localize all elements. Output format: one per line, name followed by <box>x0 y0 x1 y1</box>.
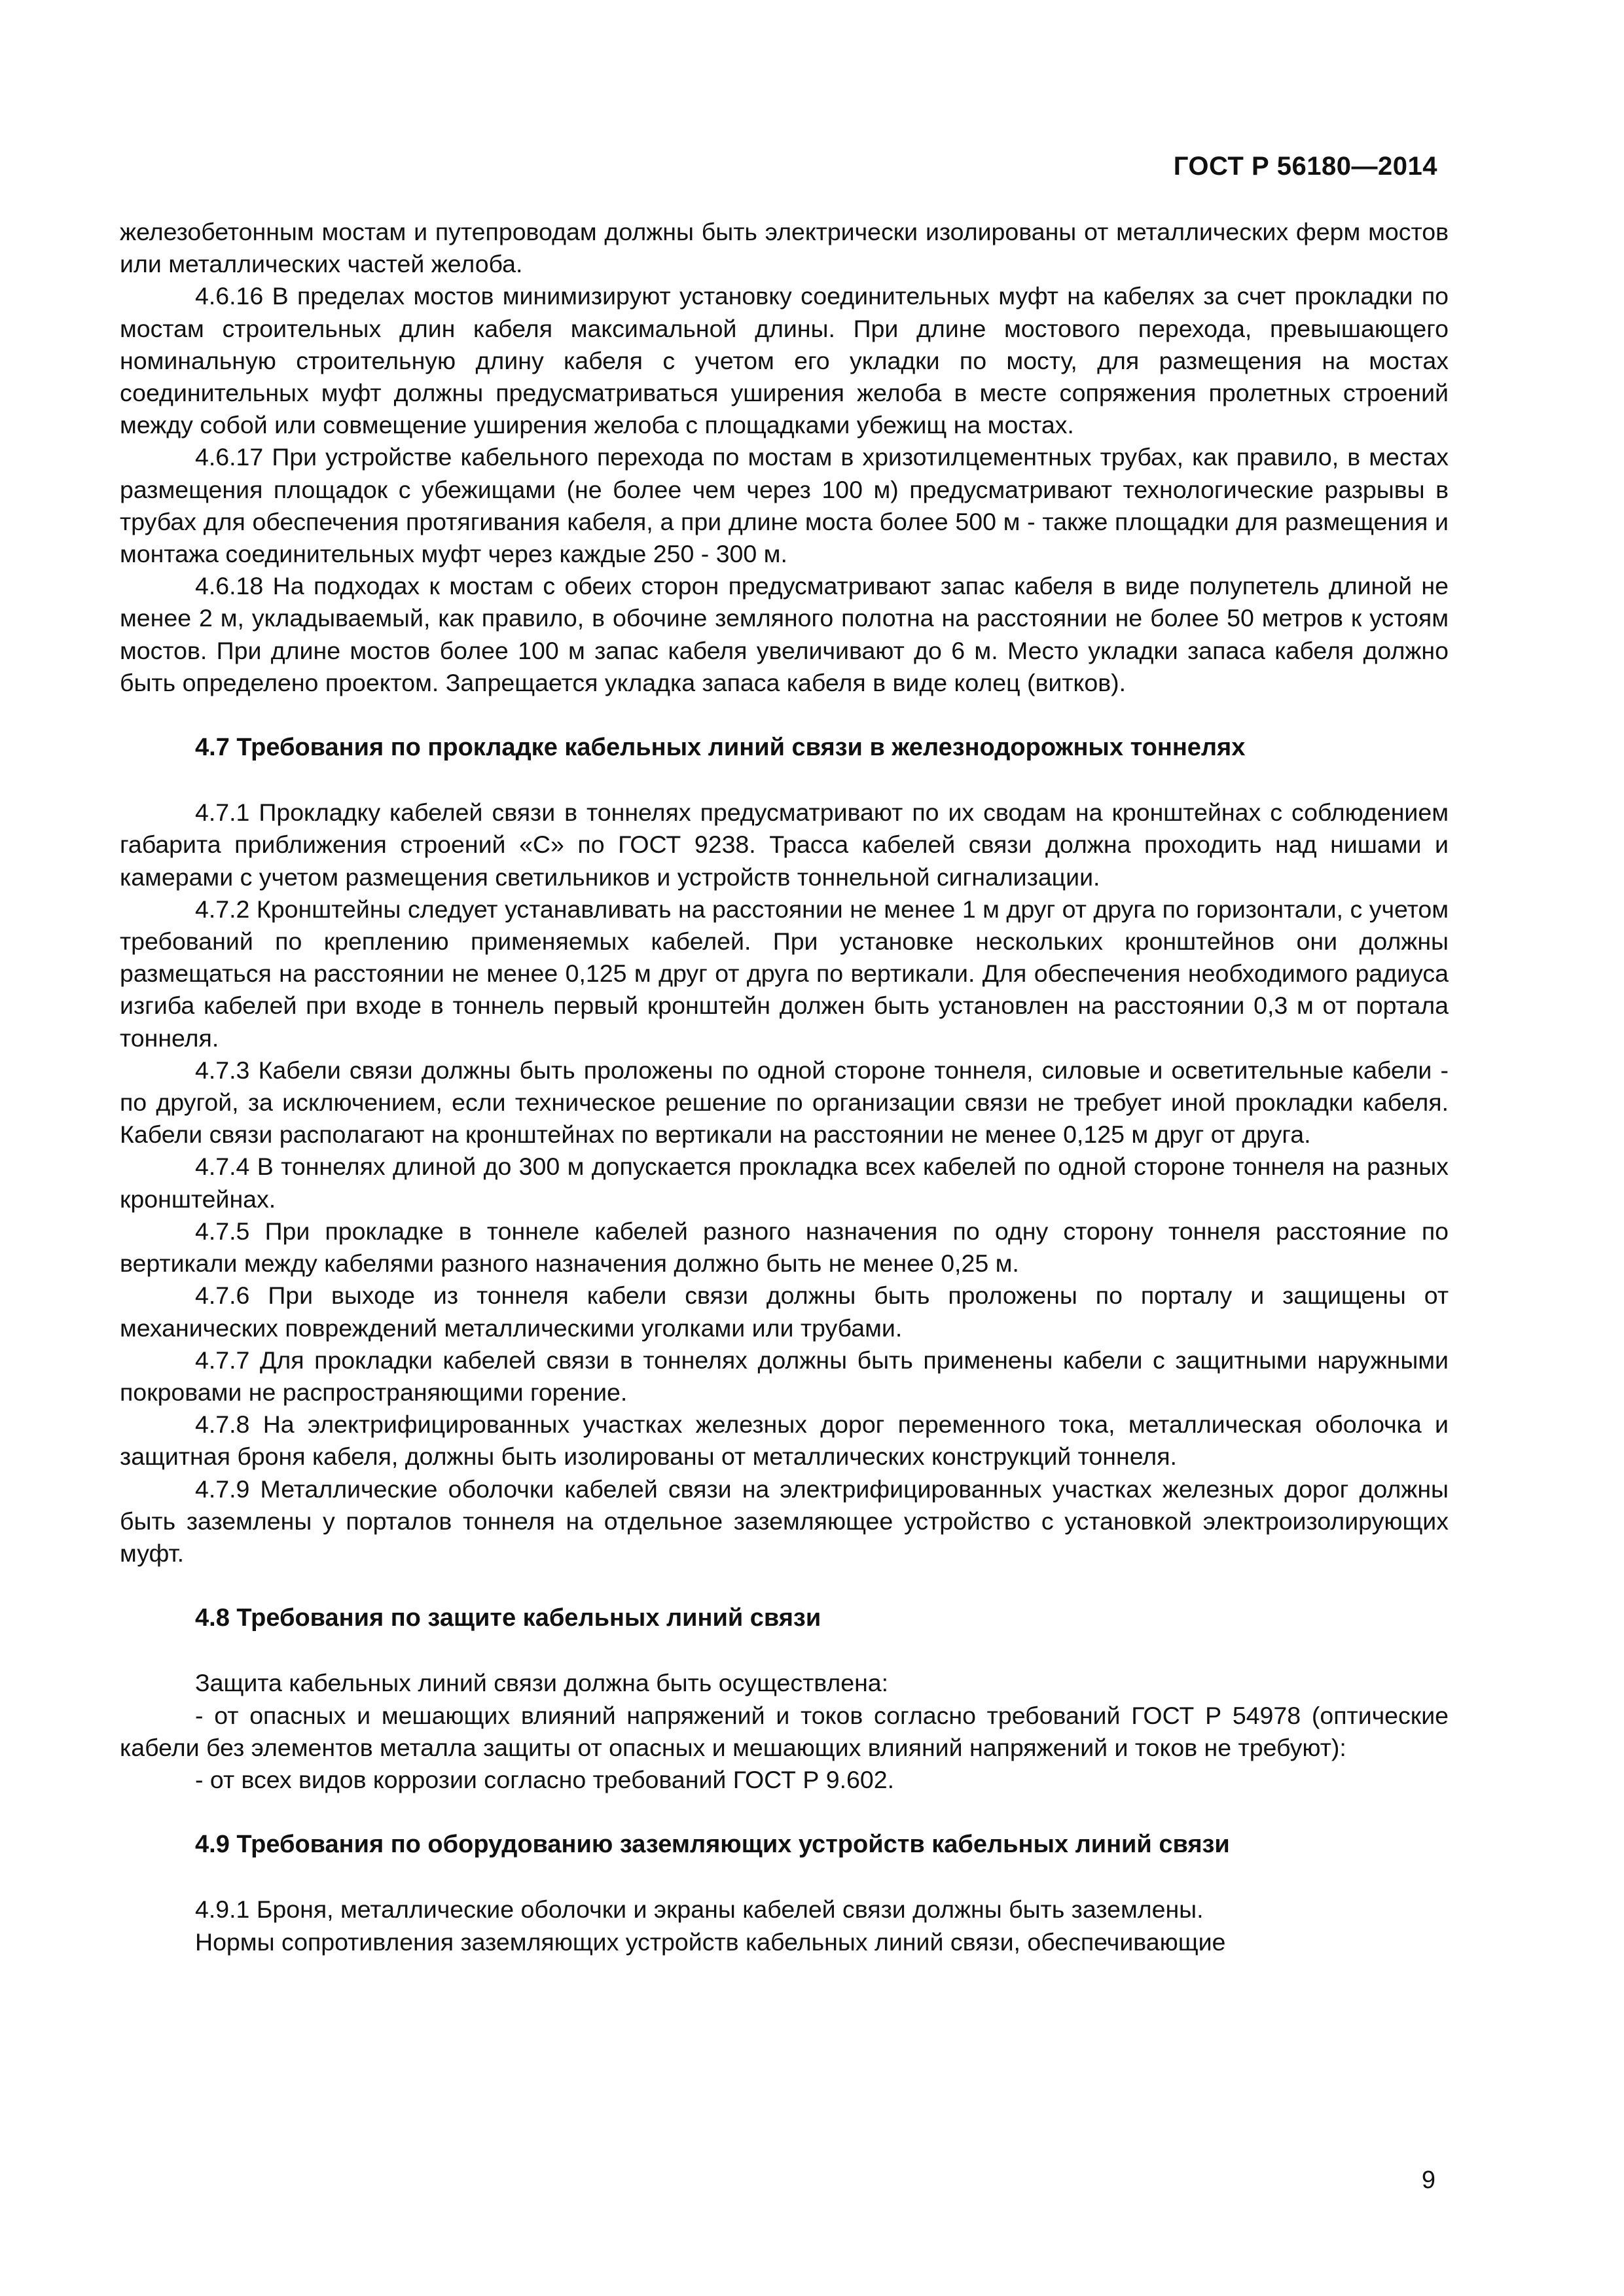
page-number: 9 <box>1421 2166 1435 2194</box>
paragraph-4-7-3: 4.7.3 Кабели связи должны быть проложены по одной стороне тоннеля, силовые и осветительные кабели - по другой, за исключением, если техническое решение по организации связи не требует иной прокладки кабеля. Кабели связи располагают на кронштейнах по вертикали на расстоянии не менее 0,125 м друг от друга. <box>120 1056 1449 1149</box>
paragraph-4-7-4: 4.7.4 В тоннелях длиной до 300 м допускается прокладка всех кабелей по одной стороне тоннеля на разных кронштейнах. <box>120 1153 1449 1213</box>
paragraph-4-9-1: 4.9.1 Броня, металлические оболочки и экраны кабелей связи должны быть заземлены. <box>195 1895 1204 1924</box>
spacer <box>120 1796 1449 1829</box>
paragraph-4-7-2: 4.7.2 Кронштейны следует устанавливать на расстоянии не менее 1 м друг от друга по горизонтали, с учетом требований по креплению применяемых кабелей. При установке нескольких кронштейнов они должны размещаться на расстоянии не менее 0,125 м друг от друга по вертикали. Для обеспечения необходимого радиуса изгиба кабелей при входе в тоннель первый кронштейн должен быть установлен на расстоянии 0,3 м от портала тоннеля. <box>120 895 1449 1052</box>
section-heading-4-7: 4.7 Требования по прокладке кабельных линий связи в железнодорожных тоннелях <box>195 734 1246 762</box>
paragraph-4-7-1: 4.7.1 Прокладку кабелей связи в тоннелях предусматривают по их сводам на кронштейнах с соблюдением габарита приближения строений «С» по ГОСТ 9238. Трасса кабелей связи должна проходить над нишами и камерами с учетом размещения светильников и устройств тоннельной сигнализации. <box>120 798 1449 891</box>
paragraph-4-6-16: 4.6.16 В пределах мостов минимизируют установку соединительных муфт на кабелях за счет прокладки по мостам строительных длин кабеля максимальной длины. При длине мостового перехода, превышающего номинальную строительную длину кабеля с учетом его укладки по мосту, для размещения на мостах соединительных муфт должны предусматриваться уширения желоба в месте сопряжения пролетных строений между собой или совмещение уширения желоба с площадками убежищ на мостах. <box>120 282 1449 439</box>
paragraph-4-6-17: 4.6.17 При устройстве кабельного перехода по мостам в хризотилцементных трубах, как правило, в местах размещения площадок с убежищами (не более чем через 100 м) предусматривают технологические разрывы в трубах для обеспечения протягивания кабеля, а при длине моста более 500 м - также площадки для размещения и монтажа соединительных муфт через каждые 250 - 300 м. <box>120 443 1449 568</box>
spacer <box>120 1861 1449 1893</box>
paragraph-4-8-item-1: - от опасных и мешающих влияний напряжений и токов согласно требований ГОСТ Р 54978 (оптические кабели без элементов металла защиты от опасных и мешающих влияний напряжений и токов не требуют): <box>120 1701 1449 1761</box>
paragraph-4-7-9: 4.7.9 Металлические оболочки кабелей связи на электрифицированных участках железных дорог должны быть заземлены у порталов тоннеля на отдельное заземляющее устройство с установкой электроизолирующих муфт. <box>120 1475 1449 1567</box>
section-heading-4-9: 4.9 Требования по оборудованию заземляющих устройств кабельных линий связи <box>195 1831 1230 1859</box>
section-heading-4-8: 4.8 Требования по защите кабельных линий связи <box>195 1604 821 1632</box>
paragraph-4-8-item-2: - от всех видов коррозии согласно требований ГОСТ Р 9.602. <box>195 1765 895 1793</box>
paragraph-4-7-8: 4.7.8 На электрифицированных участках железных дорог переменного тока, металлическая оболочка и защитная броня кабеля, должны быть изолированы от металлических конструкций тоннеля. <box>120 1410 1449 1471</box>
paragraph-4-9-2: Нормы сопротивления заземляющих устройств кабельных линий связи, обеспечивающие <box>195 1928 1226 1956</box>
spacer <box>120 1634 1449 1667</box>
document-body <box>120 216 1449 1958</box>
paragraph-4-8-intro: Защита кабельных линий связи должна быть осуществлена: <box>195 1669 889 1697</box>
spacer <box>120 1570 1449 1602</box>
spacer <box>120 764 1449 797</box>
paragraph-4-7-5: 4.7.5 При прокладке в тоннеле кабелей разного назначения по одну сторону тоннеля расстояние по вертикали между кабелями разного назначения должно быть не менее 0,25 м. <box>120 1217 1449 1278</box>
paragraph-4-7-6: 4.7.6 При выходе из тоннеля кабели связи должны быть проложены по порталу и защищены от механических повреждений металлическими уголками или трубами. <box>120 1282 1449 1342</box>
paragraph-4-6-18: 4.6.18 На подходах к мостам с обеих сторон предусматривают запас кабеля в виде полупетель длиной не менее 2 м, укладываемый, как правило, в обочине земляного полотна на расстоянии не более 50 метров к устоям мостов. При длине мостов более 100 м запас кабеля увеличивают до 6 м. Место укладки запаса кабеля должно быть определено проектом. Запрещается укладка запаса кабеля в виде колец (витков). <box>120 572 1449 696</box>
standard-identifier: ГОСТ Р 56180—2014 <box>1173 152 1437 181</box>
spacer <box>120 699 1449 732</box>
paragraph-4-7-7: 4.7.7 Для прокладки кабелей связи в тоннелях должны быть применены кабели с защитными наружными покровами не распространяющими горение. <box>120 1346 1449 1406</box>
paragraph-continuation: железобетонным мостам и путепроводам должны быть электрически изолированы от металлических ферм мостов или металлических частей желоба. <box>120 218 1449 278</box>
